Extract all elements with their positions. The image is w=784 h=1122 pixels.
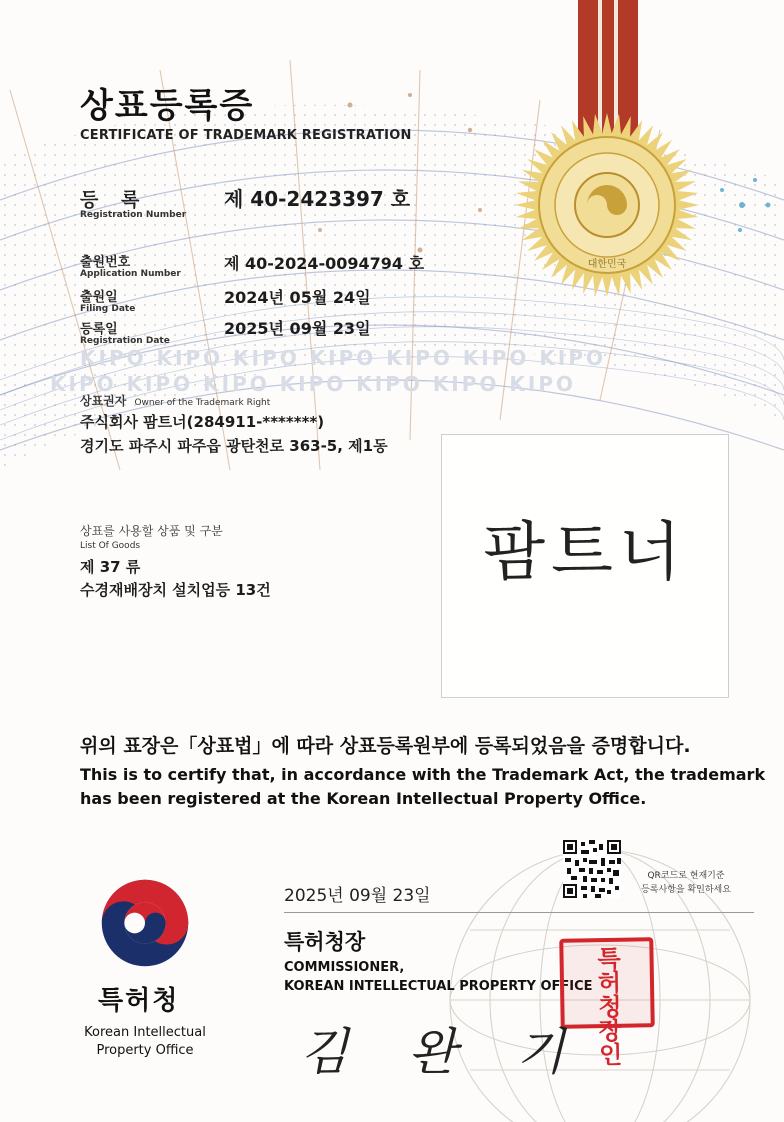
qr-caption-line-2: 등록사항을 확인하세요 [641,885,731,895]
owner-label-kr: 상표권자 [80,394,127,408]
trademark-text: 팜트너 [483,516,687,590]
application-number: 제 40-2024-0094794 호 [224,254,425,273]
seal-caption: 대한민국 [587,259,627,270]
qr-caption-line-1: QR코드로 현재기준 [647,871,725,881]
certification-statement-en-1: This is to certify that, in accordance with the Trademark Act, the trademark [80,765,766,784]
application-label: 출원번호 [80,255,131,270]
goods-label: 상표를 사용할 상품 및 구분 [80,524,223,538]
office-name-en-2: Property Office [96,1043,194,1058]
kipo-logo-icon [98,876,192,970]
registration-label-en: Registration Number [80,210,187,220]
qr-caption [624,869,748,897]
registration-date: 2025년 09월 23일 [224,319,371,338]
document-subtitle: CERTIFICATE OF TRADEMARK REGISTRATION [80,128,412,143]
issue-date: 2025년 09월 23일 [284,886,431,906]
stamp-text: 특허청장인 [592,945,623,1067]
registration-number: 제 40-2423397 호 [224,187,411,211]
commissioner-title-en-1: COMMISSIONER, [284,960,405,975]
goods-label-en: List Of Goods [80,541,141,551]
filing-date: 2024년 05월 24일 [224,288,371,307]
registration-date-label-en: Registration Date [80,336,170,346]
qr-code-icon[interactable] [563,840,621,898]
goods-description: 수경재배장치 설치업등 13건 [80,581,271,599]
commissioner-title-en-2: KOREAN INTELLECTUAL PROPERTY OFFICE [284,979,593,994]
owner-label [80,390,270,409]
certification-statement-kr: 위의 표장은「상표법」에 따라 상표등록원부에 등록되었음을 증명합니다. [80,735,691,757]
filing-date-label-en: Filing Date [80,304,136,314]
owner-name: 주식회사 팜트너(284911-*******) [80,413,325,431]
certification-statement-en-2: has been registered at the Korean Intellectual Property Office. [80,789,647,808]
goods-class: 제 37 류 [80,558,141,576]
watermark-text-2: KIPO KIPO KIPO KIPO KIPO KIPO KIPO [50,372,576,396]
office-name-en-1: Korean Intellectual [84,1025,206,1040]
application-label-en: Application Number [80,269,181,279]
owner-label-en: Owner of the Trademark Right [134,398,271,408]
owner-address: 경기도 파주시 파주읍 광탄천로 363-5, 제1동 [80,437,388,455]
trademark-box [441,434,729,698]
gold-seal-emblem [512,110,702,300]
watermark-text: KIPO KIPO KIPO KIPO KIPO KIPO KIPO [80,346,606,370]
filing-date-label: 출원일 [80,290,118,305]
divider [284,912,754,913]
registration-date-label: 등록일 [80,322,118,337]
handwritten-signature: 김 완 기 [300,1023,587,1081]
commissioner-title-kr: 특허청장 [284,930,366,954]
document-title: 상표등록증 [80,86,255,126]
registration-label: 등 록 [80,189,148,211]
office-name-kr: 특허청 [98,986,180,1016]
